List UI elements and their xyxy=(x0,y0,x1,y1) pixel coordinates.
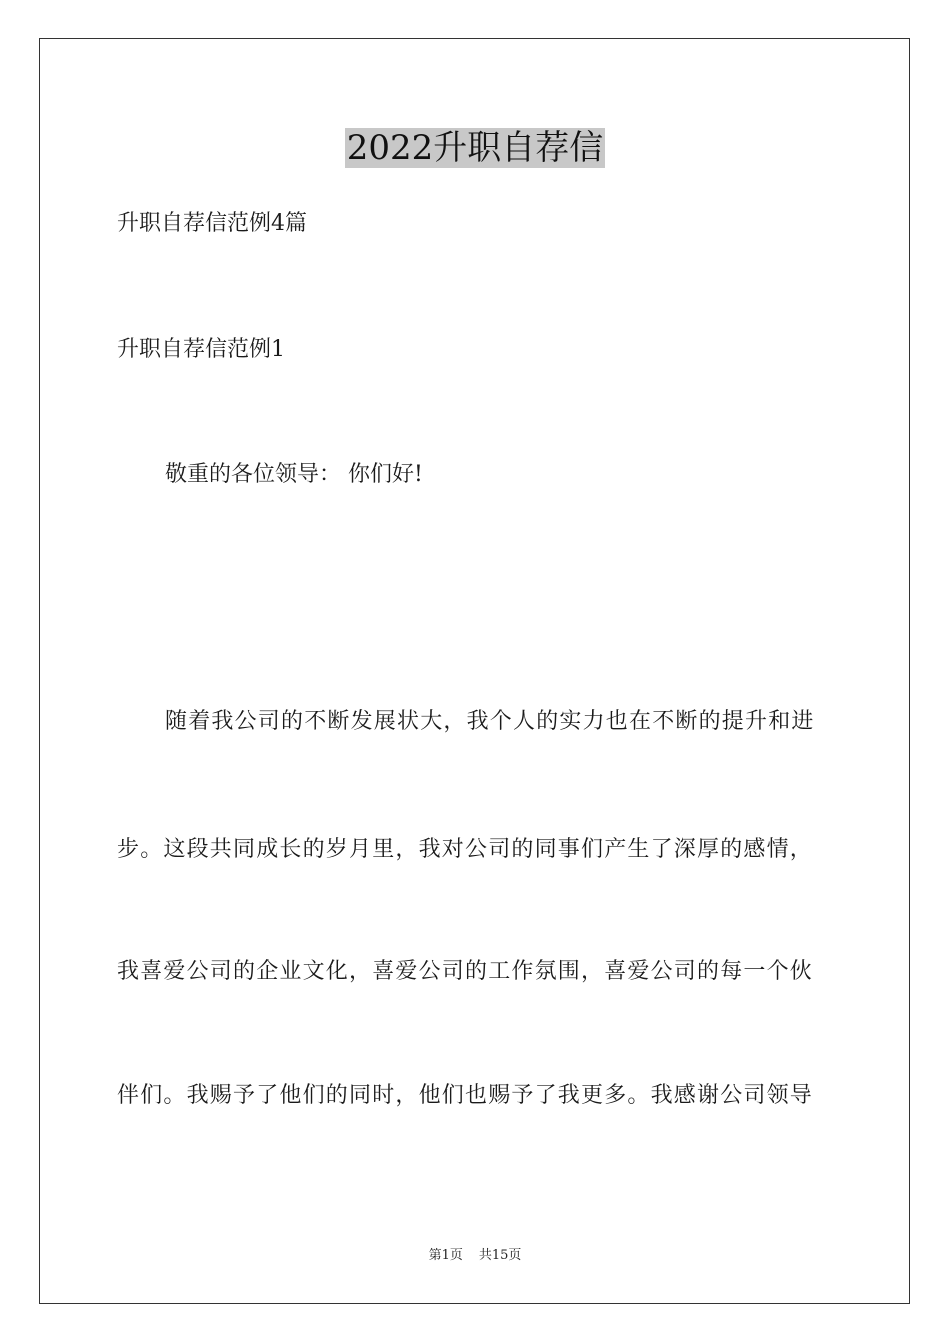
body-line-4: 伴们。我赐予了他们的同时，他们也赐予了我更多。我感谢公司领导 xyxy=(117,1083,814,1108)
section-heading: 升职自荐信范例1 xyxy=(117,337,285,362)
document-subtitle: 升职自荐信范例4篇 xyxy=(117,211,307,236)
greeting-line: 敬重的各位领导： 你们好! xyxy=(165,462,423,487)
current-page-number: 第1页 xyxy=(428,1248,463,1263)
total-page-count: 共15页 xyxy=(478,1248,522,1263)
document-title: 2022升职自荐信 xyxy=(346,128,604,168)
title-container xyxy=(0,128,950,168)
body-line-3: 我喜爱公司的企业文化，喜爱公司的工作氛围，喜爱公司的每一个伙 xyxy=(117,959,814,984)
body-line-1: 随着我公司的不断发展状大，我个人的实力也在不断的提升和进 xyxy=(165,709,815,734)
page-footer xyxy=(0,1247,950,1265)
body-line-2: 步。这段共同成长的岁月里，我对公司的同事们产生了深厚的感情， xyxy=(117,837,814,862)
